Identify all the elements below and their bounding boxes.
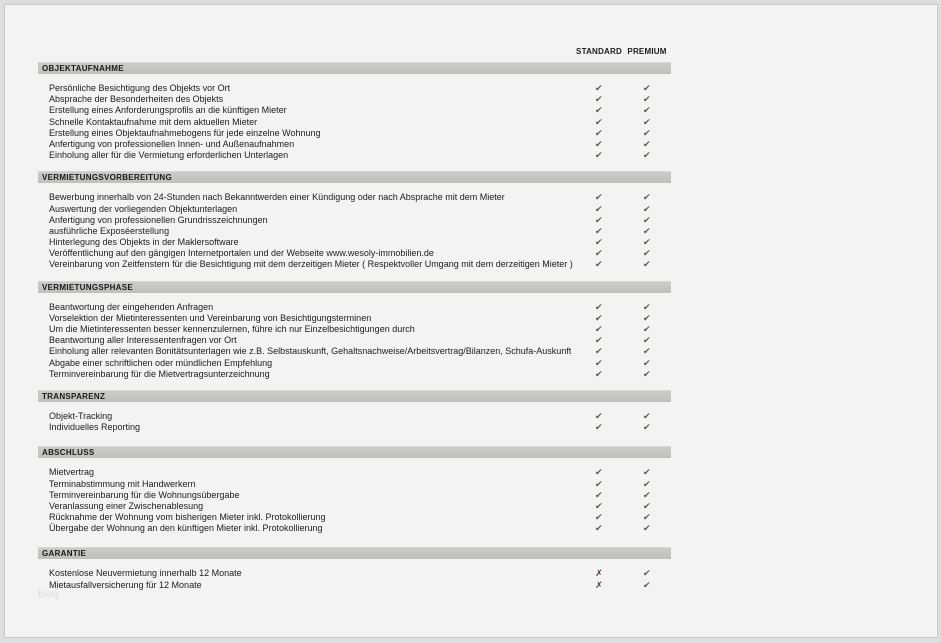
- table-row: [38, 422, 671, 433]
- standard-mark-cell: [575, 105, 623, 116]
- table-row: [38, 237, 671, 248]
- premium-mark: ✔: [642, 512, 652, 523]
- table-row: [38, 324, 671, 335]
- row-label: Persönliche Besichtigung des Objekts vor Ort: [49, 83, 231, 93]
- premium-mark: ✔: [642, 214, 652, 225]
- table-section: [38, 62, 671, 161]
- row-label: Terminabstimmung mit Handwerkern: [49, 478, 196, 489]
- standard-mark-cell: [575, 204, 623, 215]
- premium-mark-cell: [623, 369, 671, 380]
- table-section: [38, 390, 671, 433]
- premium-mark: ✔: [642, 410, 652, 421]
- row-label: Einholung aller für die Vermietung erforderlichen Unterlagen: [49, 150, 289, 161]
- table-row: [38, 302, 671, 313]
- row-label: Mietausfallversicherung für 12 Monate: [49, 579, 202, 590]
- standard-mark: ✗: [595, 568, 603, 579]
- standard-mark: ✔: [594, 203, 604, 214]
- premium-mark: ✔: [642, 192, 652, 203]
- premium-mark: ✔: [642, 335, 652, 346]
- standard-mark-cell: [575, 346, 623, 357]
- table-row: [38, 139, 671, 150]
- premium-mark-cell: [623, 358, 671, 369]
- standard-mark: ✔: [594, 346, 604, 357]
- section-title: TRANSPARENZ: [42, 391, 106, 401]
- premium-mark: ✔: [642, 116, 652, 127]
- standard-mark-cell: [575, 523, 623, 534]
- premium-mark: ✔: [642, 467, 652, 478]
- table-row: [38, 83, 671, 94]
- section-header-bar: [38, 390, 671, 402]
- standard-mark: ✔: [594, 410, 604, 421]
- section-rows: [38, 293, 671, 380]
- standard-mark-cell: [575, 490, 623, 501]
- comparison-table: [38, 47, 671, 591]
- section-header-bar: [38, 446, 671, 458]
- standard-mark: ✔: [594, 324, 604, 334]
- standard-mark-cell: [575, 313, 623, 324]
- standard-mark-cell: [575, 369, 623, 380]
- premium-mark: ✔: [642, 312, 652, 323]
- row-label: Um die Mietinteressenten besser kennenzulernen, führe ich nur Einzelbesichtigungen durch: [49, 324, 415, 334]
- row-label: Anfertigung von professionellen Grundrisszeichnungen: [49, 214, 268, 225]
- premium-mark: ✔: [642, 523, 652, 534]
- row-label: Beantwortung aller Interessentenfragen vor Ort: [49, 335, 237, 346]
- premium-mark-cell: [623, 490, 671, 501]
- standard-mark-cell: [575, 512, 623, 523]
- standard-mark-cell: [575, 237, 623, 248]
- standard-mark: ✗: [595, 579, 603, 590]
- premium-mark: ✔: [642, 368, 652, 379]
- premium-mark: ✔: [642, 83, 652, 93]
- standard-mark-cell: [575, 467, 623, 478]
- standard-mark: ✔: [594, 127, 604, 138]
- standard-mark: ✔: [594, 214, 604, 225]
- premium-mark-cell: [623, 411, 671, 422]
- standard-mark: ✔: [594, 467, 604, 478]
- table-row: [38, 467, 671, 478]
- table-row: [38, 369, 671, 380]
- standard-mark: ✔: [594, 335, 604, 346]
- table-section: [38, 446, 671, 534]
- table-row: [38, 335, 671, 346]
- premium-mark-cell: [623, 128, 671, 139]
- table-row: [38, 523, 671, 534]
- standard-mark: ✔: [594, 192, 604, 203]
- premium-mark-cell: [623, 215, 671, 226]
- row-label: Schnelle Kontaktaufnahme mit dem aktuellen Mieter: [49, 116, 258, 127]
- row-label: Abgabe einer schriftlichen oder mündlichen Empfehlung: [49, 357, 273, 368]
- section-title: OBJEKTAUFNAHME: [42, 64, 124, 73]
- table-row: [38, 192, 671, 203]
- table-row: [38, 248, 671, 259]
- premium-mark-cell: [623, 479, 671, 490]
- row-label: Vereinbarung von Zeitfenstern für die Besichtigung mit dem derzeitigen Mieter ( Respektvoller Umgang mit dem derzeitigen Mieter ): [49, 259, 573, 270]
- standard-mark-cell: [575, 335, 623, 346]
- column-header-premium: PREMIUM: [627, 47, 667, 56]
- standard-mark-cell: [575, 324, 623, 335]
- standard-mark: ✔: [594, 357, 604, 368]
- premium-mark: ✔: [642, 568, 652, 579]
- standard-mark: ✔: [594, 368, 604, 379]
- table-row: [38, 150, 671, 161]
- row-label: Objekt-Tracking: [49, 410, 113, 421]
- row-label: Hinterlegung des Objekts in der Maklersoftware: [49, 237, 239, 248]
- standard-mark: ✔: [594, 237, 604, 248]
- standard-mark: ✔: [594, 116, 604, 127]
- premium-mark: ✔: [642, 203, 652, 214]
- table-row: [38, 259, 671, 270]
- standard-mark-cell: [575, 568, 623, 579]
- premium-mark-cell: [623, 83, 671, 94]
- row-label: Beantwortung der eingehenden Anfragen: [49, 301, 214, 312]
- table-row: [38, 105, 671, 116]
- premium-mark: ✔: [642, 105, 652, 116]
- standard-mark: ✔: [594, 523, 604, 534]
- row-label: Erstellung eines Anforderungsprofils an die künftigen Mieter: [49, 105, 287, 116]
- standard-mark-cell: [575, 248, 623, 259]
- table-row: [38, 501, 671, 512]
- standard-mark-cell: [575, 94, 623, 105]
- standard-mark: ✔: [594, 512, 604, 523]
- standard-mark: ✔: [594, 248, 604, 259]
- premium-mark: ✔: [642, 259, 652, 270]
- row-label: Kostenlose Neuvermietung innerhalb 12 Monate: [49, 568, 242, 579]
- table-row: [38, 568, 671, 579]
- standard-mark: ✔: [594, 105, 604, 116]
- section-rows: [38, 402, 671, 433]
- standard-mark-cell: [575, 501, 623, 512]
- premium-mark: ✔: [642, 478, 652, 489]
- standard-mark-cell: [575, 150, 623, 161]
- premium-mark-cell: [623, 139, 671, 150]
- premium-mark: ✔: [642, 237, 652, 248]
- premium-mark: ✔: [642, 357, 652, 368]
- standard-mark-cell: [575, 139, 623, 150]
- standard-mark-cell: [575, 411, 623, 422]
- row-label: Übergabe der Wohnung an den künftigen Mieter inkl. Protokollierung: [49, 523, 323, 534]
- premium-mark-cell: [623, 259, 671, 270]
- premium-mark: ✔: [642, 94, 652, 105]
- row-label: Terminvereinbarung für die Mietvertragsunterzeichnung: [49, 368, 270, 379]
- row-label: Terminvereinbarung für die Wohnungsübergabe: [49, 489, 240, 500]
- premium-mark-cell: [623, 335, 671, 346]
- premium-mark: ✔: [642, 127, 652, 138]
- table-row: [38, 128, 671, 139]
- premium-mark: ✔: [642, 248, 652, 259]
- table-row: [38, 204, 671, 215]
- premium-mark-cell: [623, 302, 671, 313]
- section-rows: [38, 458, 671, 534]
- premium-mark: ✔: [642, 138, 652, 149]
- document-page: [4, 4, 938, 638]
- table-row: [38, 313, 671, 324]
- section-title: ABSCHLUSS: [42, 448, 95, 458]
- standard-mark-cell: [575, 259, 623, 270]
- row-label: Veröffentlichung auf den gängigen Internetportalen und der Webseite www.wesoly-immobilien.de: [49, 248, 434, 259]
- premium-mark-cell: [623, 324, 671, 335]
- section-title: VERMIETUNGSPHASE: [42, 282, 134, 292]
- standard-mark: ✔: [594, 259, 604, 270]
- table-section: [38, 171, 671, 270]
- table-row: [38, 117, 671, 128]
- premium-mark: ✔: [642, 422, 652, 433]
- premium-mark: ✔: [642, 225, 652, 236]
- premium-mark-cell: [623, 568, 671, 579]
- row-label: ausführliche Exposéerstellung: [49, 225, 170, 236]
- premium-mark-cell: [623, 105, 671, 116]
- standard-mark: ✔: [594, 422, 604, 433]
- standard-mark: ✔: [594, 312, 604, 323]
- table-section: [38, 281, 671, 380]
- premium-mark-cell: [623, 346, 671, 357]
- row-label: Auswertung der vorliegenden Objektunterlagen: [49, 203, 238, 214]
- table-section: [38, 547, 671, 590]
- standard-mark-cell: [575, 128, 623, 139]
- standard-mark-cell: [575, 422, 623, 433]
- row-label: Veranlassung einer Zwischenablesung: [49, 500, 204, 511]
- table-row: [38, 479, 671, 490]
- table-row: [38, 411, 671, 422]
- premium-mark-cell: [623, 523, 671, 534]
- premium-mark: ✔: [642, 579, 652, 590]
- section-title: VERMIETUNGSVORBEREITUNG: [42, 173, 173, 183]
- premium-mark-cell: [623, 580, 671, 591]
- standard-mark: ✔: [594, 138, 604, 149]
- table-row: [38, 490, 671, 501]
- premium-mark-cell: [623, 204, 671, 215]
- standard-mark-cell: [575, 192, 623, 203]
- premium-mark-cell: [623, 422, 671, 433]
- table-row: [38, 358, 671, 369]
- standard-mark: ✔: [594, 478, 604, 489]
- table-row: [38, 512, 671, 523]
- standard-mark-cell: [575, 358, 623, 369]
- standard-mark: ✔: [594, 489, 604, 500]
- row-label: Bewerbung innerhalb von 24-Stunden nach Bekanntwerden einer Kündigung oder nach Absprache mit dem Mieter: [49, 192, 505, 203]
- section-header-bar: [38, 62, 671, 74]
- row-label: Absprache der Besonderheiten des Objekts: [49, 94, 224, 105]
- table-row: [38, 580, 671, 591]
- premium-mark: ✔: [642, 346, 652, 357]
- premium-mark-cell: [623, 237, 671, 248]
- section-rows: [38, 74, 671, 161]
- premium-mark: ✔: [642, 150, 652, 161]
- row-label: Individuelles Reporting: [49, 422, 141, 433]
- row-label: Erstellung eines Objektaufnahmebogens für jede einzelne Wohnung: [49, 127, 321, 138]
- standard-mark-cell: [575, 117, 623, 128]
- standard-mark-cell: [575, 226, 623, 237]
- row-label: Anfertigung von professionellen Innen- und Außenaufnahmen: [49, 138, 295, 149]
- standard-mark: ✔: [594, 500, 604, 511]
- premium-mark-cell: [623, 117, 671, 128]
- table-row: [38, 346, 671, 357]
- section-title: GARANTIE: [42, 549, 87, 559]
- section-rows: [38, 183, 671, 270]
- table-row: [38, 215, 671, 226]
- standard-mark: ✔: [594, 225, 604, 236]
- section-header-bar: [38, 171, 671, 183]
- premium-mark: ✔: [642, 500, 652, 511]
- sections: [38, 62, 671, 591]
- row-label: Mietvertrag: [49, 467, 95, 478]
- premium-mark-cell: [623, 192, 671, 203]
- standard-mark-cell: [575, 83, 623, 94]
- row-label: Vorselektion der Mietinteressenten und Vereinbarung von Besichtigungsterminen: [49, 312, 372, 323]
- standard-mark: ✔: [594, 83, 604, 93]
- premium-mark-cell: [623, 94, 671, 105]
- premium-mark: ✔: [642, 489, 652, 500]
- premium-mark-cell: [623, 248, 671, 259]
- standard-mark: ✔: [594, 94, 604, 105]
- premium-mark-cell: [623, 467, 671, 478]
- premium-mark-cell: [623, 512, 671, 523]
- column-header-standard: STANDARD: [576, 47, 622, 56]
- standard-mark-cell: [575, 215, 623, 226]
- premium-mark-cell: [623, 150, 671, 161]
- premium-mark-cell: [623, 501, 671, 512]
- section-header-bar: [38, 547, 671, 559]
- watermark-text: blog: [38, 589, 59, 600]
- premium-mark-cell: [623, 313, 671, 324]
- standard-mark-cell: [575, 580, 623, 591]
- row-label: Einholung aller relevanten Bonitätsunterlagen wie z.B. Selbstauskunft, Gehaltsnachweise/Arbeitsvertrag/Bilanzen, Schufa-Auskunft: [49, 346, 572, 357]
- standard-mark-cell: [575, 479, 623, 490]
- standard-mark: ✔: [594, 150, 604, 161]
- table-row: [38, 226, 671, 237]
- standard-mark: ✔: [594, 301, 604, 312]
- row-label: Rücknahme der Wohnung vom bisherigen Mieter inkl. Protokollierung: [49, 512, 326, 523]
- column-headers: [38, 47, 671, 60]
- section-header-bar: [38, 281, 671, 293]
- section-rows: [38, 559, 671, 590]
- premium-mark: ✔: [642, 324, 652, 334]
- premium-mark: ✔: [642, 301, 652, 312]
- premium-mark-cell: [623, 226, 671, 237]
- standard-mark-cell: [575, 302, 623, 313]
- table-row: [38, 94, 671, 105]
